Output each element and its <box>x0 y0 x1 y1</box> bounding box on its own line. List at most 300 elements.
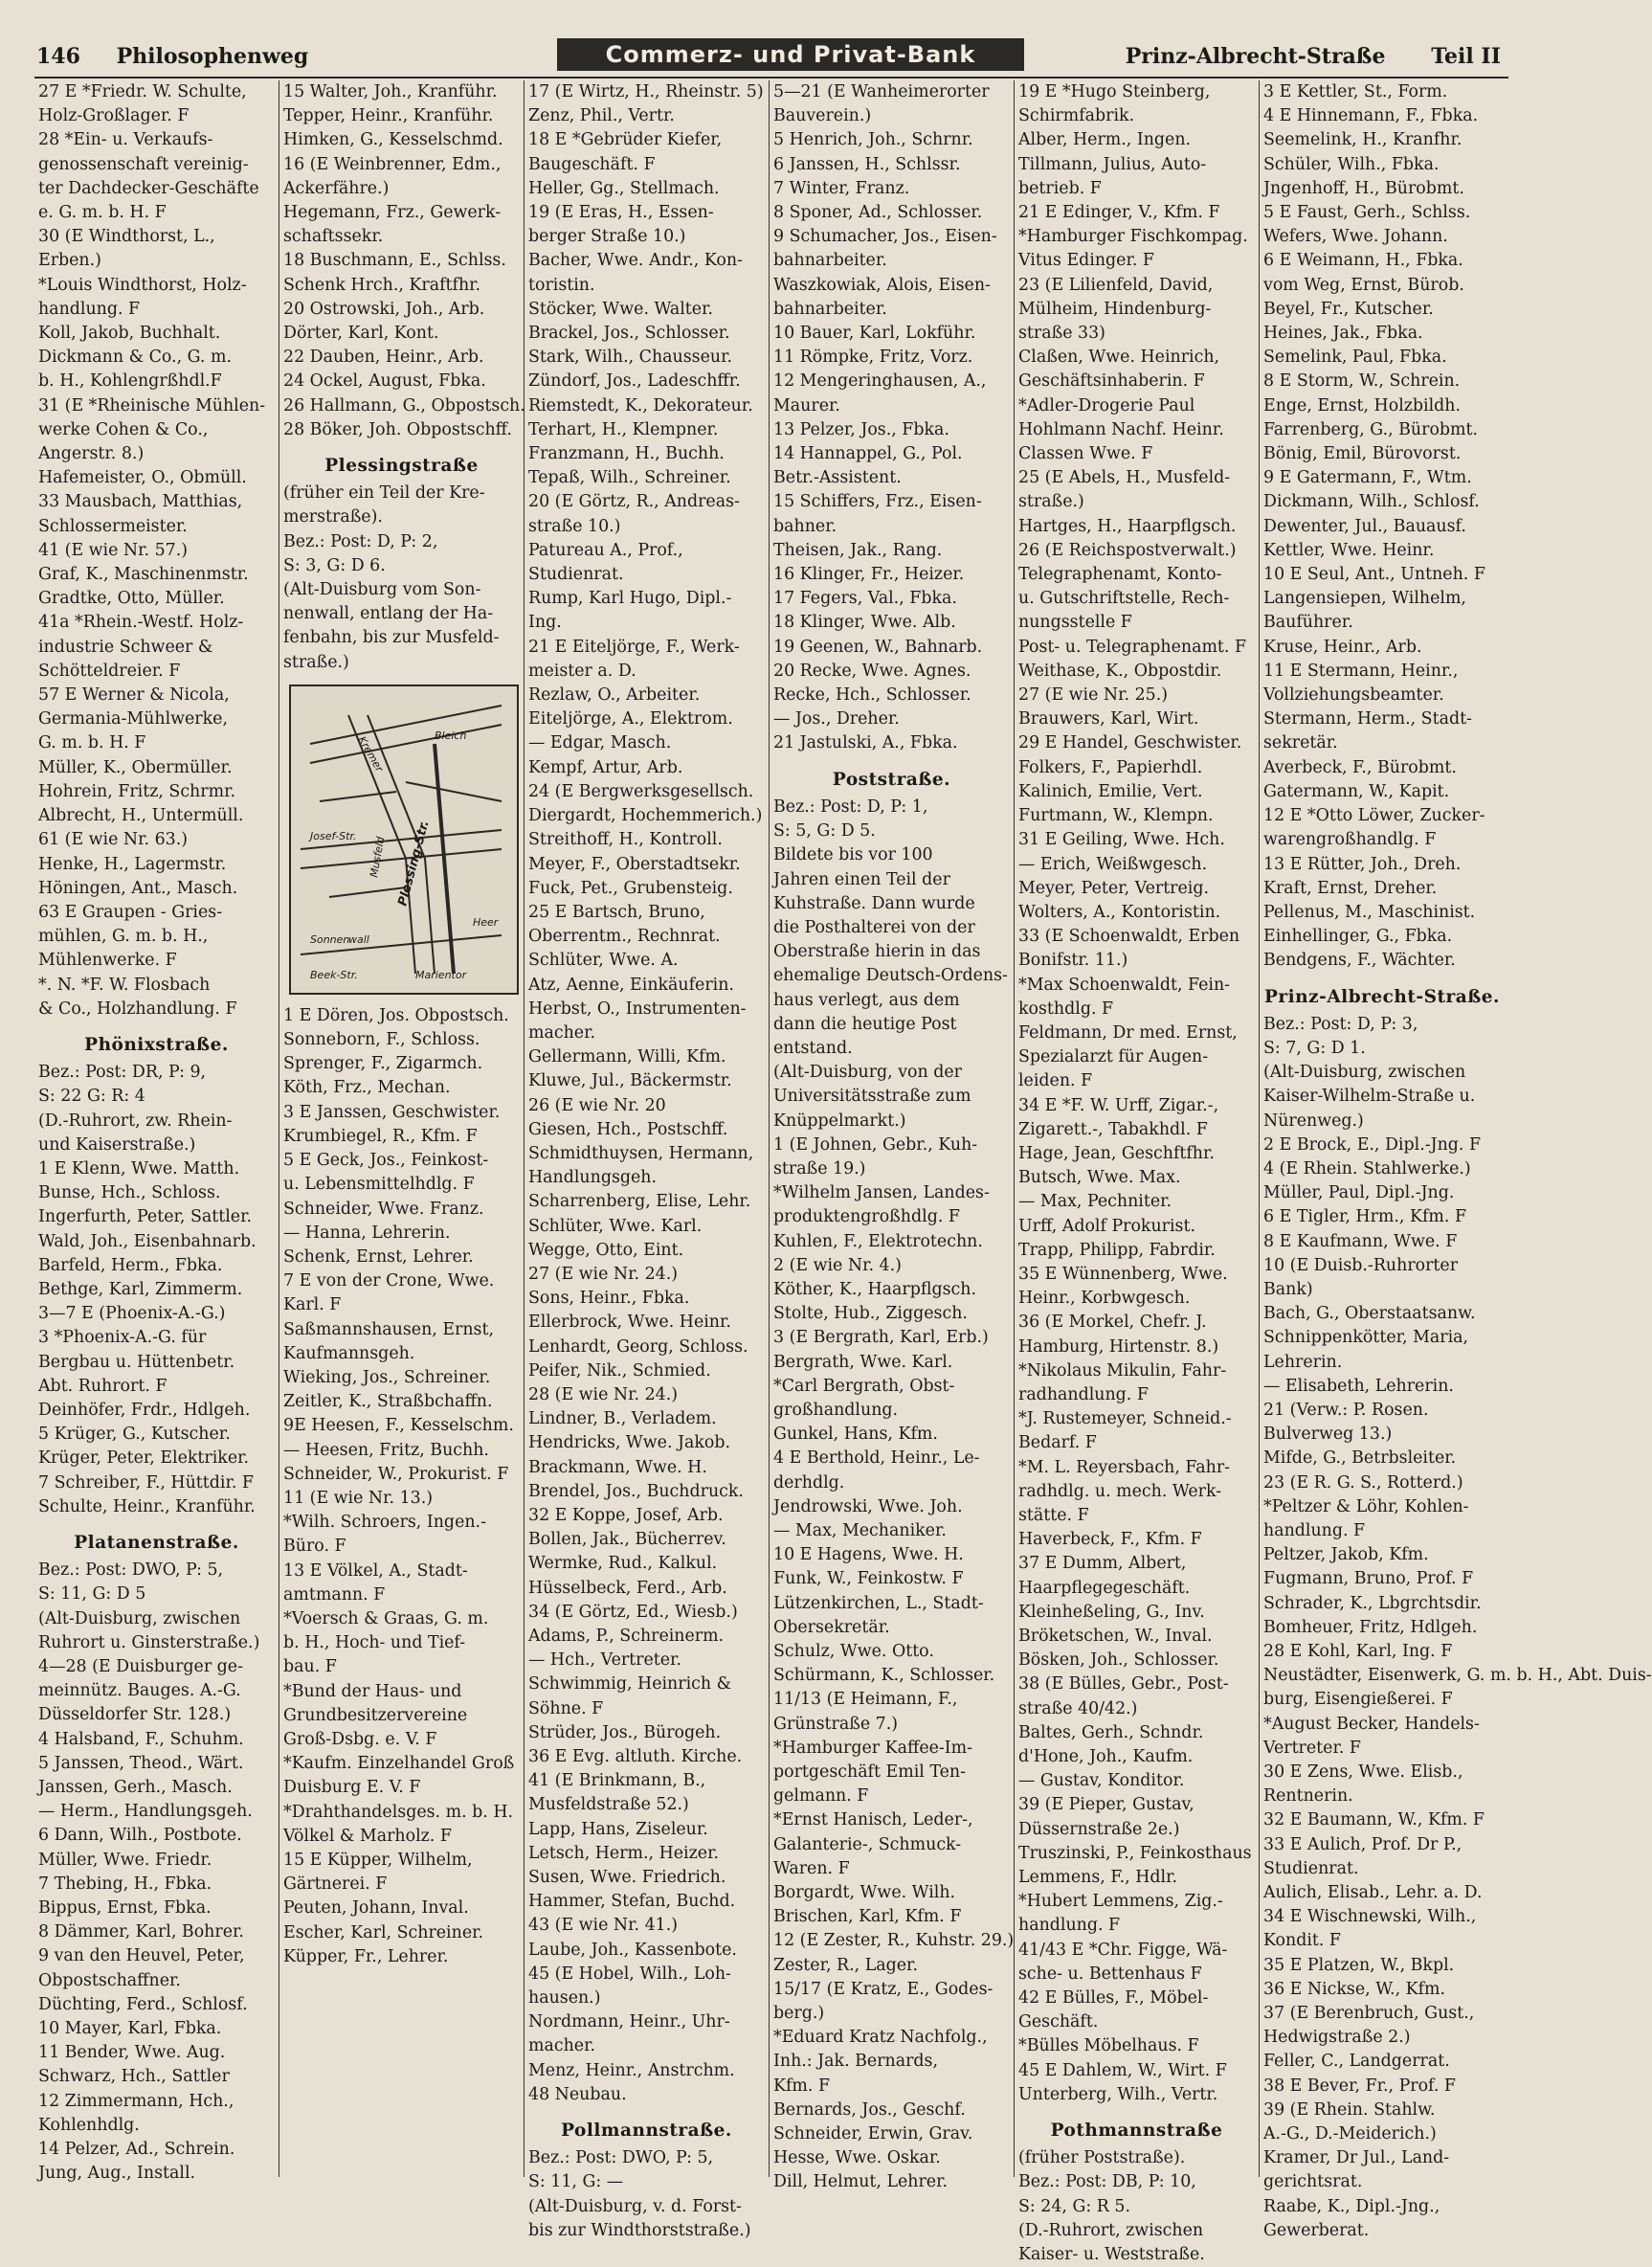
directory-entry: Schötteldreier. F <box>38 661 181 681</box>
directory-entry: 24 Ockel, August, Fbka. <box>283 371 486 392</box>
directory-entry: 1 (E Johnen, Gebr., Kuh- <box>773 1134 978 1155</box>
directory-entry: 41 (E Brinkmann, B., <box>528 1771 706 1791</box>
directory-entry: Kfm. F <box>773 2076 831 2096</box>
directory-entry: 31 E Geiling, Wwe. Hch. <box>1018 830 1225 850</box>
page-header <box>34 38 1508 79</box>
directory-entry: 11 Römpke, Fritz, Vorz. <box>773 348 973 368</box>
directory-entry: Brendel, Jos., Buchdruck. <box>528 1481 744 1501</box>
directory-entry: 3 (E Bergrath, Karl, Erb.) <box>773 1328 989 1348</box>
directory-entry: großhandlung. <box>773 1400 899 1420</box>
directory-entry: 13 E Rütter, Joh., Dreh. <box>1263 854 1462 874</box>
directory-entry: Düsseldorfer Str. 128.) <box>38 1705 232 1725</box>
directory-entry: handlung. F <box>1263 1520 1366 1540</box>
directory-entry: fenbahn, bis zur Musfeld- <box>283 628 500 648</box>
directory-entry: 34 (E Görtz, Ed., Wiesb.) <box>528 1602 738 1622</box>
directory-entry: 16 Klinger, Fr., Heizer. <box>773 565 965 585</box>
directory-entry: portgeschäft Emil Ten- <box>773 1762 966 1783</box>
directory-entry: Hegemann, Frz., Gewerk- <box>283 203 502 223</box>
street-heading: Plessingstraße <box>324 456 479 477</box>
directory-entry: Knüppelmarkt.) <box>773 1111 906 1131</box>
directory-entry: berg.) <box>773 2004 825 2024</box>
directory-entry: A.-G., D.-Meiderich.) <box>1263 2124 1437 2144</box>
directory-entry: Waren. F <box>773 1858 850 1878</box>
directory-entry: Heines, Jak., Fbka. <box>1263 324 1423 344</box>
directory-entry: bis zur Windthorststraße.) <box>528 2220 751 2240</box>
directory-entry: Waszkowiak, Alois, Eisen- <box>773 275 991 295</box>
directory-entry: 15 Schiffers, Frz., Eisen- <box>773 492 982 512</box>
directory-entry: 35 E Wünnenberg, Wwe. <box>1018 1264 1228 1284</box>
directory-entry: 7 E von der Crone, Wwe. <box>283 1271 495 1291</box>
directory-entry: Peuten, Johann, Inval. <box>283 1898 469 1919</box>
directory-entry: 1 E Klenn, Wwe. Matth. <box>38 1158 240 1178</box>
directory-entry: — Hch., Vertreter. <box>528 1650 681 1671</box>
directory-entry: Telegraphenamt, Konto- <box>1018 565 1222 585</box>
directory-entry: Eiteljörge, A., Elektrom. <box>528 709 733 729</box>
directory-entry: Wefers, Wwe. Johann. <box>1263 227 1448 247</box>
directory-entry: Janssen, Gerh., Masch. <box>38 1778 233 1798</box>
directory-entry: Geschäft. <box>1018 2012 1099 2032</box>
directory-entry: Rump, Karl Hugo, Dipl.- <box>528 589 732 609</box>
directory-entry: Sprenger, F., Zigarmch. <box>283 1054 483 1074</box>
directory-entry: 28 Böker, Joh. Obpostschff. <box>283 419 512 439</box>
directory-entry: genossenschaft vereinig- <box>38 154 249 174</box>
directory-entry: 8 Dämmer, Karl, Bohrer. <box>38 1922 244 1942</box>
directory-entry: Kalinich, Emilie, Vert. <box>1018 781 1203 801</box>
directory-entry: 15/17 (E Kratz, E., Godes- <box>773 1979 993 1999</box>
directory-entry: straße 10.) <box>528 516 621 536</box>
directory-entry: 57 E Werner & Nicola, <box>38 685 230 706</box>
directory-entry: 41/43 E *Chr. Figge, Wä- <box>1018 1940 1228 1960</box>
directory-entry: 61 (E wie Nr. 63.) <box>38 830 189 850</box>
directory-entry: Schneider, W., Prokurist. F <box>283 1464 509 1484</box>
directory-entry: 11 E Stermann, Heinr., <box>1263 661 1459 681</box>
directory-entry: toristin. <box>528 275 595 295</box>
directory-entry: Nordmann, Heinr., Uhr- <box>528 2012 730 2032</box>
directory-entry: 2 E Brock, E., Dipl.-Jng. F <box>1263 1134 1482 1155</box>
directory-entry: 10 E Seul, Ant., Untneh. F <box>1263 565 1485 585</box>
directory-entry: handlung. F <box>38 299 141 319</box>
directory-entry: Kraft, Ernst, Dreher. <box>1263 878 1438 898</box>
directory-entry: Barfeld, Herm., Fbka. <box>38 1255 223 1275</box>
directory-entry: Pellenus, M., Maschinist. <box>1263 902 1476 922</box>
directory-entry: Schmidthuysen, Hermann, <box>528 1143 754 1163</box>
directory-entry: Wegge, Otto, Eint. <box>528 1240 684 1260</box>
directory-entry: *J. Rustemeyer, Schneid.- <box>1018 1409 1232 1429</box>
directory-entry: Bendgens, F., Wächter. <box>1263 951 1456 971</box>
directory-entry: 21 E Edinger, V., Kfm. F <box>1018 203 1220 223</box>
directory-entry: Zündorf, Jos., Ladeschffr. <box>528 371 741 392</box>
directory-entry: — Edgar, Masch. <box>528 733 672 753</box>
directory-column-4 <box>770 80 1015 2192</box>
directory-entry: Bönig, Emil, Bürovorst. <box>1263 444 1462 464</box>
directory-entry: Schüler, Wilh., Fbka. <box>1263 154 1440 174</box>
directory-entry: Trapp, Philipp, Fabrdir. <box>1018 1240 1216 1260</box>
directory-entry: Grundbesitzervereine <box>283 1705 468 1725</box>
directory-entry: Schnippenkötter, Maria, <box>1263 1328 1469 1348</box>
directory-entry: Semelink, Paul, Fbka. <box>1263 348 1447 368</box>
directory-entry: Gatermann, W., Kapit. <box>1263 781 1450 801</box>
directory-entry: Mühlenwerke. F <box>38 951 177 971</box>
directory-entry: merstraße). <box>283 507 383 527</box>
directory-entry: Schwimmig, Heinrich & <box>528 1674 732 1695</box>
directory-entry: Zester, R., Lager. <box>773 1955 918 1975</box>
directory-entry: 7 Winter, Franz. <box>773 178 910 198</box>
directory-entry: Lapp, Hans, Ziseleur. <box>528 1819 708 1839</box>
directory-entry: 29 E Handel, Geschwister. <box>1018 733 1242 753</box>
directory-entry: Lemmens, F., Hdlr. <box>1018 1868 1178 1888</box>
directory-entry: 30 (E Windthorst, L., <box>38 227 215 247</box>
directory-entry: 12 Mengeringhausen, A., <box>773 371 987 392</box>
directory-entry: 20 Recke, Wwe. Agnes. <box>773 661 971 681</box>
directory-entry: 26 (E wie Nr. 20 <box>528 1095 666 1115</box>
directory-entry: Handlungsgeh. <box>528 1168 658 1188</box>
directory-entry: 30 E Zens, Wwe. Elisb., <box>1263 1762 1463 1783</box>
directory-entry: Zeitler, K., Straßbchaffn. <box>283 1392 493 1412</box>
directory-entry: Schneider, Erwin, Grav. <box>773 2124 973 2144</box>
directory-entry: Bonifstr. 11.) <box>1018 951 1128 971</box>
directory-entry: Feller, C., Landgerrat. <box>1263 2052 1450 2072</box>
directory-entry: Butsch, Wwe. Max. <box>1018 1168 1181 1188</box>
directory-entry: *Louis Windthorst, Holz- <box>38 275 247 295</box>
directory-entry: Lützenkirchen, L., Stadt- <box>773 1593 984 1613</box>
directory-entry: Averbeck, F., Bürobmt. <box>1263 757 1457 777</box>
directory-entry: Hesse, Wwe. Oskar. <box>773 2148 941 2168</box>
directory-columns <box>34 80 1652 2265</box>
map-label: Plessing-Str. <box>395 819 433 908</box>
directory-entry: Inh.: Jak. Bernards, <box>773 2052 938 2072</box>
directory-entry: *Drahthandelsges. m. b. H. <box>283 1802 514 1822</box>
directory-entry: 12 Zimmermann, Hch., <box>38 2091 234 2111</box>
directory-entry: Kruse, Heinr., Arb. <box>1263 637 1422 657</box>
directory-entry: Bildete bis vor 100 <box>773 845 933 865</box>
directory-entry: Meyer, Peter, Vertreig. <box>1018 878 1210 898</box>
page-number: 146 <box>36 44 80 69</box>
directory-entry: sche- u. Bettenhaus F <box>1018 1964 1202 1984</box>
directory-entry: Claßen, Wwe. Heinrich, <box>1018 348 1220 368</box>
directory-entry: 41a *Rhein.-Westf. Holz- <box>38 613 244 633</box>
directory-entry: Rentnerin. <box>1263 1786 1353 1807</box>
directory-entry: Jngenhoff, H., Bürobmt. <box>1263 178 1464 198</box>
directory-entry: *Bund der Haus- und <box>283 1681 462 1701</box>
directory-entry: Dill, Helmut, Lehrer. <box>773 2172 949 2192</box>
directory-entry: die Posthalterei von der <box>773 917 975 937</box>
directory-entry: Gellermann, Willi, Kfm. <box>528 1047 726 1067</box>
directory-entry: Bomheuer, Fritz, Hdlgeh. <box>1263 1617 1478 1637</box>
directory-entry: 43 (E wie Nr. 41.) <box>528 1916 679 1936</box>
directory-entry: *Hubert Lemmens, Zig.- <box>1018 1892 1223 1912</box>
directory-entry: 35 E Platzen, W., Bkpl. <box>1263 1955 1455 1975</box>
directory-entry: nungsstelle F <box>1018 613 1132 633</box>
directory-entry: *Hamburger Fischkompag. <box>1018 227 1248 247</box>
directory-entry: Schenk Hrch., Kraftfhr. <box>283 275 481 295</box>
directory-entry: Universitätsstraße zum <box>773 1087 971 1107</box>
directory-entry: Feldmann, Dr med. Ernst, <box>1018 1022 1238 1043</box>
street-heading: Poststraße. <box>832 769 951 790</box>
directory-entry: Bauverein.) <box>773 106 872 126</box>
left-street-name: Philosophenweg <box>116 44 309 69</box>
directory-entry: Kempf, Artur, Arb. <box>528 757 683 777</box>
directory-entry: straße 19.) <box>773 1158 866 1178</box>
directory-entry: 4 Halsband, F., Schuhm. <box>38 1729 244 1749</box>
map-label: Kremer <box>355 733 386 774</box>
directory-entry: 5—21 (E Wanheimerorter <box>773 82 990 101</box>
directory-entry: Gärtnerei. F <box>283 1874 388 1895</box>
directory-entry: Lenhardt, Georg, Schloss. <box>528 1336 748 1357</box>
directory-entry: radhdlg. u. mech. Werk- <box>1018 1481 1222 1501</box>
directory-entry: Bernards, Jos., Geschf. <box>773 2099 966 2120</box>
directory-entry: Jahren einen Teil der <box>773 869 950 889</box>
directory-entry: Rezlaw, O., Arbeiter. <box>528 685 701 706</box>
directory-entry: Hendricks, Wwe. Jakob. <box>528 1433 731 1453</box>
directory-entry: Stermann, Herm., Stadt- <box>1263 709 1472 729</box>
directory-entry: (früher Poststraße). <box>1018 2148 1186 2168</box>
directory-entry: 12 (E Zester, R., Kuhstr. 29.) <box>773 1931 1015 1951</box>
directory-entry: Kuhstraße. Dann wurde <box>773 893 975 913</box>
directory-entry: Adams, P., Schreinerm. <box>528 1627 725 1646</box>
directory-entry: Brackmann, Wwe. H. <box>528 1457 707 1477</box>
directory-entry: Funk, W., Feinkostw. F <box>773 1569 964 1589</box>
directory-entry: Deinhöfer, Frdr., Hdlgeh. <box>38 1400 251 1420</box>
directory-entry: (früher ein Teil der Kre- <box>283 483 485 504</box>
directory-entry: 19 Geenen, W., Bahnarb. <box>773 637 983 657</box>
directory-entry: S: 5, G: D 5. <box>773 821 876 842</box>
directory-entry: Vollziehungsbeamter. <box>1263 685 1444 706</box>
directory-entry: Kluwe, Jul., Bäckermstr. <box>528 1071 732 1091</box>
directory-entry: Bank) <box>1263 1279 1313 1299</box>
directory-entry: e. G. m. b. H. F <box>38 203 167 223</box>
directory-entry: Alber, Herm., Ingen. <box>1018 130 1192 150</box>
bank-banner: Commerz- und Privat-Bank <box>557 38 1024 71</box>
directory-entry: (Alt-Duisburg, von der <box>773 1063 962 1083</box>
directory-entry: Betr.-Assistent. <box>773 468 902 488</box>
directory-entry: 14 Hannappel, G., Pol. <box>773 444 963 464</box>
map-label: Sonnen <box>310 932 350 946</box>
directory-entry: burg, Eisengießerei. F <box>1263 1690 1453 1710</box>
directory-entry: Sons, Heinr., Fbka. <box>528 1289 690 1309</box>
directory-entry: Hüsselbeck, Ferd., Arb. <box>528 1578 727 1598</box>
directory-entry: *August Becker, Handels- <box>1263 1714 1480 1734</box>
directory-entry: 6 Janssen, H., Schlssr. <box>773 154 961 174</box>
directory-entry: u. Gutschriftstelle, Rech- <box>1018 589 1230 609</box>
directory-entry: 18 Buschmann, E., Schlss. <box>283 251 506 271</box>
directory-entry: — Max, Mechaniker. <box>773 1520 947 1540</box>
directory-entry: Bippus, Ernst, Fbka. <box>38 1898 212 1919</box>
directory-entry: 34 E *F. W. Urff, Zigar.-, <box>1018 1095 1219 1115</box>
directory-entry: Kettler, Wwe. Heinr. <box>1263 540 1435 560</box>
directory-entry: Holz-Großlager. F <box>38 106 190 126</box>
directory-entry: Schulz, Wwe. Otto. <box>773 1642 934 1661</box>
directory-entry: Koll, Jakob, Buchhalt. <box>38 324 221 344</box>
directory-entry: Farrenberg, G., Bürobmt. <box>1263 419 1479 439</box>
directory-entry: *Peltzer & Löhr, Kohlen- <box>1263 1496 1469 1516</box>
directory-entry: Bergbau u. Hüttenbetr. <box>38 1352 235 1372</box>
directory-entry: 21 (Verw.: P. Rosen. <box>1263 1400 1429 1420</box>
directory-entry: S: 24, G: R 5. <box>1018 2196 1130 2216</box>
directory-entry: meister a. D. <box>528 661 636 681</box>
part-label: Teil II <box>1431 44 1501 69</box>
directory-entry: Schneider, Wwe. Franz. <box>283 1199 484 1219</box>
directory-entry: handlung. F <box>1018 1916 1121 1936</box>
directory-entry: 33 (E Schoenwaldt, Erben <box>1018 927 1240 947</box>
header-left <box>36 44 337 69</box>
directory-entry: derhdlg. <box>773 1472 845 1493</box>
directory-entry: Obpostschaffner. <box>38 1970 181 1990</box>
directory-entry: (Alt-Duisburg, v. d. Forst- <box>528 2196 742 2216</box>
directory-entry: Ellerbrock, Wwe. Heinr. <box>528 1313 731 1333</box>
directory-entry: Susen, Wwe. Friedrich. <box>528 1868 726 1888</box>
directory-entry: *. N. *F. W. Flosbach <box>38 975 211 995</box>
directory-entry: haus verlegt, aus dem <box>773 990 960 1010</box>
directory-entry: S: 11, G: — <box>528 2172 624 2192</box>
directory-entry: Duisburg E. V. F <box>283 1778 421 1798</box>
directory-entry: Giesen, Hch., Postschff. <box>528 1119 728 1139</box>
directory-column-3 <box>525 80 770 2240</box>
directory-entry: Jung, Aug., Install. <box>38 2164 196 2184</box>
directory-entry: betrieb. F <box>1018 178 1102 198</box>
directory-entry: 21 Jastulski, A., Fbka. <box>773 733 958 753</box>
directory-entry: mühlen, G. m. b. H., <box>38 927 209 947</box>
directory-entry: 13 Pelzer, Jos., Fbka. <box>773 419 949 439</box>
directory-entry: macher. <box>528 1022 596 1043</box>
directory-entry: leiden. F <box>1018 1071 1093 1091</box>
directory-entry: — Max, Pechniter. <box>1018 1192 1172 1212</box>
directory-entry: Menz, Heinr., Anstrchm. <box>528 2060 735 2080</box>
directory-entry: bahner. <box>773 516 837 536</box>
directory-entry: Kaiser-Wilhelm-Straße u. <box>1263 1087 1476 1107</box>
directory-entry: produktengroßhdlg. F <box>773 1207 960 1227</box>
directory-entry: Spezialarzt für Augen- <box>1018 1047 1209 1067</box>
directory-entry: Zenz, Phil., Vertr. <box>528 106 675 126</box>
directory-entry: 6 E Weimann, H., Fbka. <box>1263 251 1463 271</box>
directory-entry: Unterberg, Wilh., Vertr. <box>1018 2084 1218 2104</box>
directory-entry: 28 E Kohl, Karl, Ing. F <box>1263 1642 1453 1661</box>
directory-entry: Henke, H., Lagermstr. <box>38 854 227 874</box>
directory-entry: Tepper, Heinr., Kranführ. <box>283 106 494 126</box>
directory-entry: S: 7, G: D 1. <box>1263 1038 1366 1058</box>
directory-entry: *Wilh. Schroers, Ingen.- <box>283 1513 486 1533</box>
directory-entry: berger Straße 10.) <box>528 227 686 247</box>
directory-entry: Tillmann, Julius, Auto- <box>1018 154 1207 174</box>
directory-entry: Jendrowski, Wwe. Joh. <box>773 1496 963 1516</box>
directory-entry: Brauwers, Karl, Wirt. <box>1018 709 1199 729</box>
directory-entry: 3—7 E (Phoenix-A.-G.) <box>38 1304 226 1324</box>
directory-entry: Bulverweg 13.) <box>1263 1425 1393 1445</box>
directory-entry: 38 E Bever, Fr., Prof. F <box>1263 2076 1457 2096</box>
directory-entry: 9 E Gatermann, F., Wtm. <box>1263 468 1472 488</box>
directory-entry: Terhart, H., Klempner. <box>528 419 719 439</box>
directory-entry: Bez.: Post: DR, P: 9, <box>38 1063 207 1083</box>
street-heading: Phönixstraße. <box>84 1034 229 1055</box>
directory-entry: 3 *Phoenix-A.-G. für <box>38 1328 207 1348</box>
directory-entry: 27 E *Friedr. W. Schulte, <box>38 82 247 101</box>
directory-entry: Hammer, Stefan, Buchd. <box>528 1892 736 1912</box>
directory-entry: entstand. <box>773 1038 853 1058</box>
directory-column-2 <box>279 80 525 2177</box>
directory-entry: Bez.: Post: D, P: 3, <box>1263 1014 1418 1034</box>
directory-entry: Ackerfähre.) <box>283 178 390 198</box>
directory-entry: Franzmann, H., Buchh. <box>528 444 725 464</box>
directory-entry: 32 E Baumann, W., Kfm. F <box>1263 1810 1485 1830</box>
directory-entry: gerichtsrat. <box>1263 2172 1363 2192</box>
directory-entry: 20 Ostrowski, Joh., Arb. <box>283 299 485 319</box>
directory-entry: Kramer, Dr Jul., Land- <box>1263 2148 1450 2168</box>
directory-entry: S: 11, G: D 5 <box>38 1584 146 1605</box>
directory-entry: bahnarbeiter. <box>773 251 887 271</box>
directory-entry: Recke, Hch., Schlosser. <box>773 685 971 706</box>
directory-entry: Baugeschäft. F <box>528 154 656 174</box>
directory-entry: Bergrath, Wwe. Karl. <box>773 1352 953 1372</box>
directory-entry: 7 Schreiber, F., Hüttdir. F <box>38 1472 254 1493</box>
street-map <box>289 685 519 995</box>
directory-entry: werke Cohen & Co., <box>38 419 209 439</box>
directory-entry: straße 33) <box>1018 324 1105 344</box>
directory-entry: Theisen, Jak., Rang. <box>773 540 943 560</box>
directory-entry: Bollen, Jak., Bücherrev. <box>528 1530 726 1550</box>
directory-entry: 41 (E wie Nr. 57.) <box>38 540 189 560</box>
map-label: Marientor <box>415 968 467 981</box>
directory-entry: Kleinheßeling, G., Inv. <box>1018 1602 1205 1622</box>
directory-entry: 10 (E Duisb.-Ruhrorter <box>1263 1255 1459 1275</box>
directory-entry: 8 E Kaufmann, Wwe. F <box>1263 1231 1458 1251</box>
directory-entry: Krumbiegel, R., Kfm. F <box>283 1126 478 1146</box>
directory-entry: Düssernstraße 2e.) <box>1018 1819 1180 1839</box>
directory-entry: macher. <box>528 2036 596 2056</box>
directory-entry: 9E Heesen, F., Kesselschm. <box>283 1416 514 1436</box>
directory-entry: Wald, Joh., Eisenbahnarb. <box>38 1231 257 1251</box>
directory-entry: Saßmannshausen, Ernst, <box>283 1319 494 1339</box>
directory-entry: Hage, Jean, Geschftfhr. <box>1018 1143 1215 1163</box>
directory-entry: hausen.) <box>528 1988 601 2009</box>
directory-entry: schaftssekr. <box>283 227 384 247</box>
directory-entry: stätte. F <box>1018 1505 1089 1525</box>
directory-entry: 5 Janssen, Theod., Wärt. <box>38 1753 244 1773</box>
directory-entry: Folkers, F., Papierhdl. <box>1018 757 1203 777</box>
street-heading: Prinz-Albrecht-Straße. <box>1264 986 1500 1007</box>
directory-entry: Hamburg, Hirtenstr. 8.) <box>1018 1336 1219 1357</box>
directory-entry: 38 (E Bülles, Gebr., Post- <box>1018 1674 1229 1695</box>
directory-entry: 4 (E Rhein. Stahlwerke.) <box>1263 1158 1471 1178</box>
directory-entry: Mifde, G., Betrbsleiter. <box>1263 1448 1457 1469</box>
directory-entry: Hohrein, Fritz, Schrmr. <box>38 781 235 801</box>
directory-entry: 37 E Dumm, Albert, <box>1018 1554 1187 1574</box>
directory-entry: Bauführer. <box>1263 613 1353 633</box>
directory-entry: Diergardt, Hochemmerich.) <box>528 806 763 826</box>
directory-entry: Bez.: Post: DB, P: 10, <box>1018 2172 1196 2192</box>
directory-entry: Obersekretär. <box>773 1617 890 1637</box>
directory-entry: Langensiepen, Wilhelm, <box>1263 589 1466 609</box>
directory-entry: & Co., Holzhandlung. F <box>38 999 237 1019</box>
directory-column-6 <box>1260 80 1652 2240</box>
directory-entry: Bez.: Post: D, P: 2, <box>283 531 438 551</box>
directory-entry: *Carl Bergrath, Obst- <box>773 1376 955 1396</box>
directory-entry: Bez.: Post: DWO, P: 5, <box>528 2148 714 2168</box>
directory-entry: Mülheim, Hindenburg- <box>1018 299 1212 319</box>
directory-entry: 18 Klinger, Wwe. Alb. <box>773 613 956 633</box>
directory-entry: Ruhrort u. Ginsterstraße.) <box>38 1632 260 1652</box>
directory-entry: Weithase, K., Obpostdir. <box>1018 661 1222 681</box>
directory-entry: Herbst, O., Instrumenten- <box>528 999 747 1019</box>
directory-entry: Heinr., Korbwgesch. <box>1018 1289 1191 1309</box>
directory-entry: Dickmann & Co., G. m. <box>38 348 232 368</box>
directory-entry: 3 E Kettler, St., Form. <box>1263 82 1448 101</box>
directory-entry: Aulich, Elisab., Lehr. a. D. <box>1263 1883 1483 1903</box>
directory-entry: Scharrenberg, Elise, Lehr. <box>528 1192 751 1212</box>
directory-entry: warengroßhandlg. F <box>1263 830 1437 850</box>
directory-entry: 36 E Nickse, W., Kfm. <box>1263 1979 1446 1999</box>
directory-entry: Atz, Aenne, Einkäuferin. <box>528 975 734 995</box>
directory-entry: 36 E Evg. altluth. Kirche. <box>528 1747 743 1767</box>
directory-entry: Stark, Wilh., Chausseur. <box>528 348 733 368</box>
